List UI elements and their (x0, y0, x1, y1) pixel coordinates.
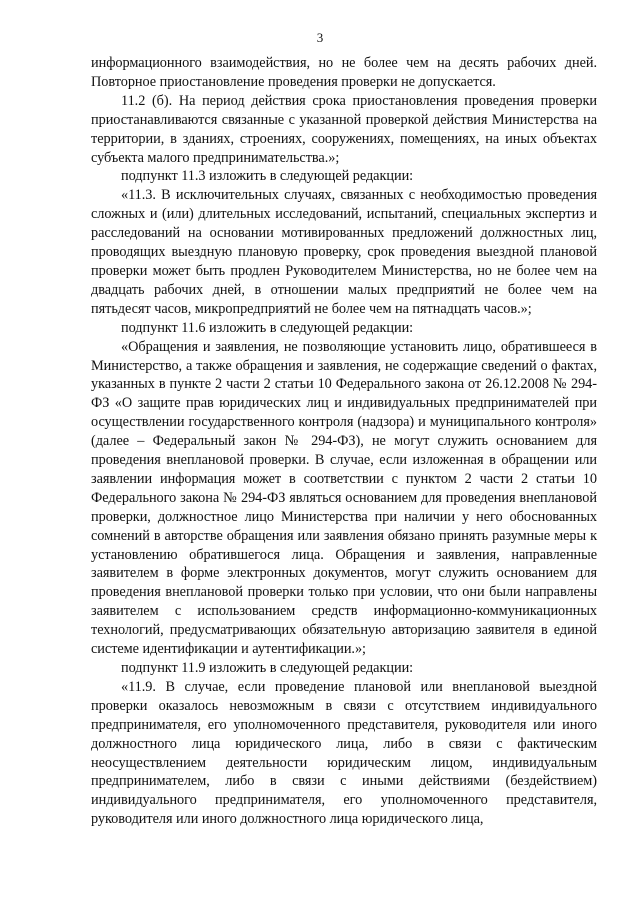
instruction-11-9: подпункт 11.9 изложить в следующей редакции: (121, 660, 414, 676)
instruction-11-3: подпункт 11.3 изложить в следующей редакции: (121, 168, 414, 185)
paragraph-11-2b: 11.2 (б). На период действия срока приостановления проведения проверки приостанавливаются связанные с указанной проверкой действия Министерства на территории, в зданиях, строениях, сооружениях, помещениях, на иных объектах субъекта малого предпринимательства.»; (91, 92, 597, 166)
paragraph-11-6: «Обращения и заявления, не позволяющие установить лицо, обратившееся в Министерство, а также обращения и заявления, не содержащие сведений о фактах, указанных в пункте 2 части 2 статьи 10 Федерального закона от 26.12.2008 № 294-ФЗ «О защите прав юридических лиц и индивидуальных предпринимателей при осуществлении государственного контроля (надзора) и муниципального контроля» (далее – Федеральный закон № 294-ФЗ), не могут служить основанием для проведения внеплановой проверки. В случае, если изложенная в обращении или заявлении информация может в соответствии с пунктом 2 части 2 статьи 10 Федерального закона № 294-ФЗ являться основанием для проведения внеплановой проверки, должностное лицо Министерства при наличии у него обоснованных сомнений в авторстве обращения или заявления обязано принять разумные меры к установлению обратившегося лица. Обращения и заявления, направленные заявителем в форме электронных документов, могут служить основанием для проведения внеплановой проверки только при условии, что они были направлены заявителем с использованием средств информационно-коммуникационных технологий, предусматривающих обязательную авторизацию заявителя в единой системе идентификации и аутентификации.»; (91, 338, 597, 658)
paragraph-11-9: «11.9. В случае, если проведение плановой или внеплановой выездной проверки оказалось невозможным в связи с отсутствием индивидуального предпринимателя, его уполномоченного представителя, руководителя или иного должностного лица юридического лица, либо в связи с фактическим неосуществлением деятельности юридическим лицом, индивидуальным предпринимателем, либо в связи с иными действиями (бездействием) индивидуального предпринимателя, его уполномоченного представителя, руководителя или иного должностного лица юридического лица, (91, 678, 597, 828)
instruction-11-6: подпункт 11.6 изложить в следующей редакции: (121, 319, 414, 336)
document-body (91, 54, 597, 829)
paragraph-continuation: информационного взаимодействия, но не более чем на десять рабочих дней. Повторное приостановление проведения проверки не допускается. (91, 55, 597, 90)
page-number: 3 (316, 30, 324, 45)
paragraph-11-3: «11.3. В исключительных случаях, связанных с необходимостью проведения сложных и (или) длительных исследований, испытаний, специальных экспертиз и расследований на основании мотивированных предложений должностных лиц, проводящих выездную плановую проверку, срок проведения выездной плановой проверки может быть продлен Руководителем Министерства, но не более чем на двадцать рабочих дней, в отношении малых предприятий не более чем на пятьдесят часов, микропредприятий не более чем на пятнадцать часов.»; (91, 187, 597, 317)
